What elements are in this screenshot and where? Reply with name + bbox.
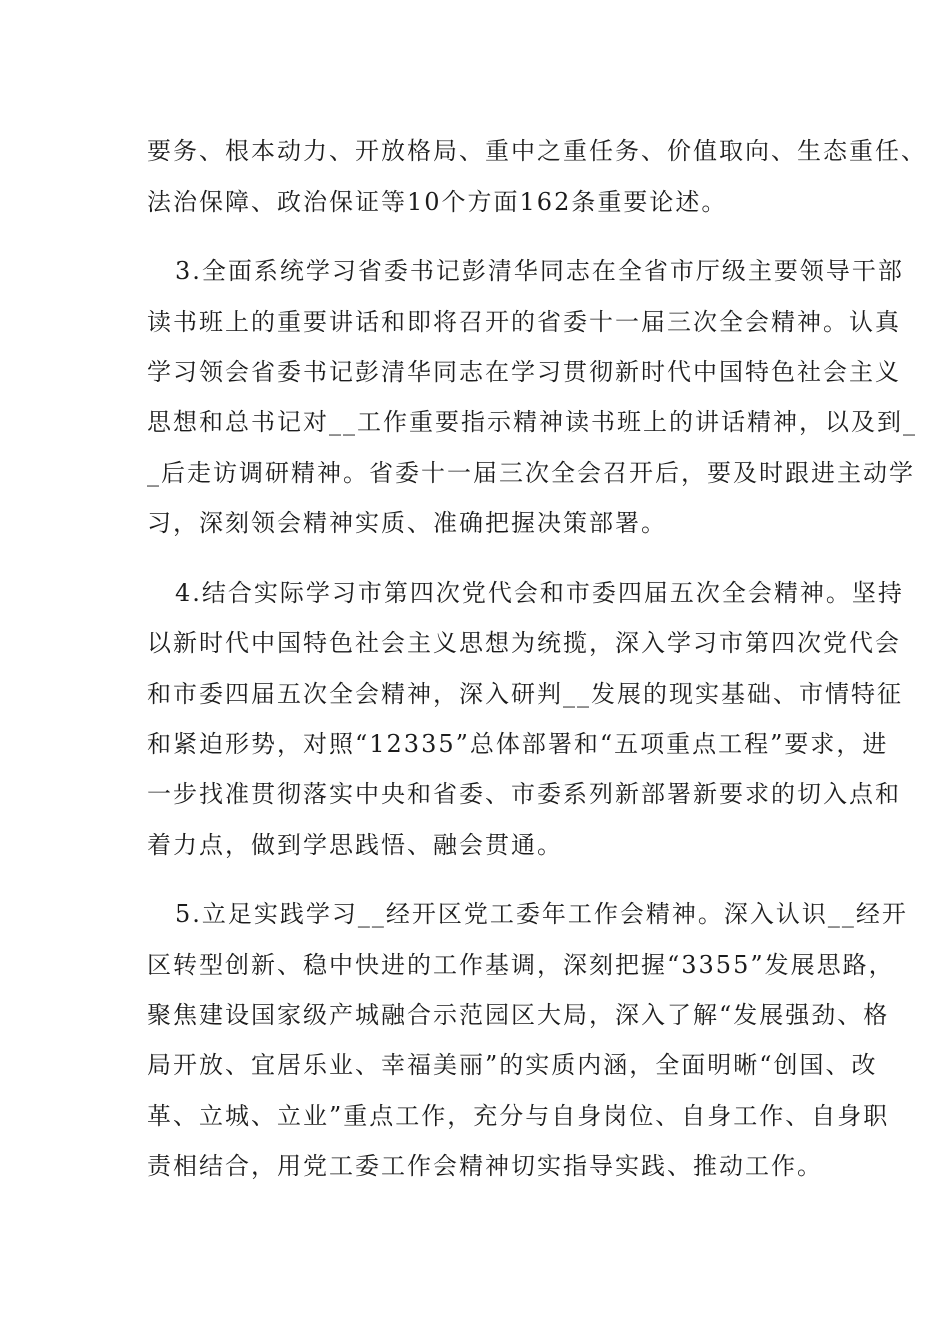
paragraph-2-line-1: 3.全面系统学习省委书记彭清华同志在全省市厅级主要领导干部: [175, 257, 904, 285]
paragraph-1-line-2: 法治保障、政治保证等10个方面162条重要论述。: [147, 188, 728, 216]
paragraph-4-line-6: 责相结合，用党工委工作会精神切实指导实践、推动工作。: [147, 1152, 823, 1180]
paragraph-3-line-4: 和紧迫形势，对照“12335”总体部署和“五项重点工程”要求，进: [147, 730, 889, 758]
paragraph-2-line-2: 读书班上的重要讲话和即将召开的省委十一届三次全会精神。认真: [147, 308, 901, 336]
paragraph-3-line-5: 一步找准贯彻落实中央和省委、市委系列新部署新要求的切入点和: [147, 780, 901, 808]
paragraph-2-line-3: 学习领会省委书记彭清华同志在学习贯彻新时代中国特色社会主义: [147, 358, 901, 386]
paragraph-2-line-5: _后走访调研精神。省委十一届三次全会召开后，要及时跟进主动学: [147, 459, 915, 487]
paragraph-2-line-6: 习，深刻领会精神实质、准确把握决策部署。: [147, 509, 667, 537]
paragraph-1-line-1: 要务、根本动力、开放格局、重中之重任务、价值取向、生态重任、: [147, 137, 927, 165]
paragraph-2-line-4: 思想和总书记对__工作重要指示精神读书班上的讲话精神，以及到_: [147, 408, 917, 436]
paragraph-3-line-2: 以新时代中国特色社会主义思想为统揽，深入学习市第四次党代会: [147, 629, 901, 657]
paragraph-4-line-1: 5.立足实践学习__经开区党工委年工作会精神。深入认识__经开: [175, 900, 908, 928]
paragraph-3-line-1: 4.结合实际学习市第四次党代会和市委四届五次全会精神。坚持: [175, 579, 904, 607]
paragraph-4-line-4: 局开放、宜居乐业、幸福美丽”的实质内涵，全面明晰“创国、改: [147, 1051, 878, 1079]
paragraph-3-line-3: 和市委四届五次全会精神，深入研判__发展的现实基础、市情特征: [147, 680, 903, 708]
paragraph-3-line-6: 着力点，做到学思践悟、融会贯通。: [147, 831, 563, 859]
paragraph-4-line-2: 区转型创新、稳中快进的工作基调，深刻把握“3355”发展思路，: [147, 951, 895, 979]
paragraph-4-line-5: 革、立城、立业”重点工作，充分与自身岗位、自身工作、自身职: [147, 1102, 890, 1130]
paragraph-4-line-3: 聚焦建设国家级产城融合示范园区大局，深入了解“发展强劲、格: [147, 1001, 890, 1029]
